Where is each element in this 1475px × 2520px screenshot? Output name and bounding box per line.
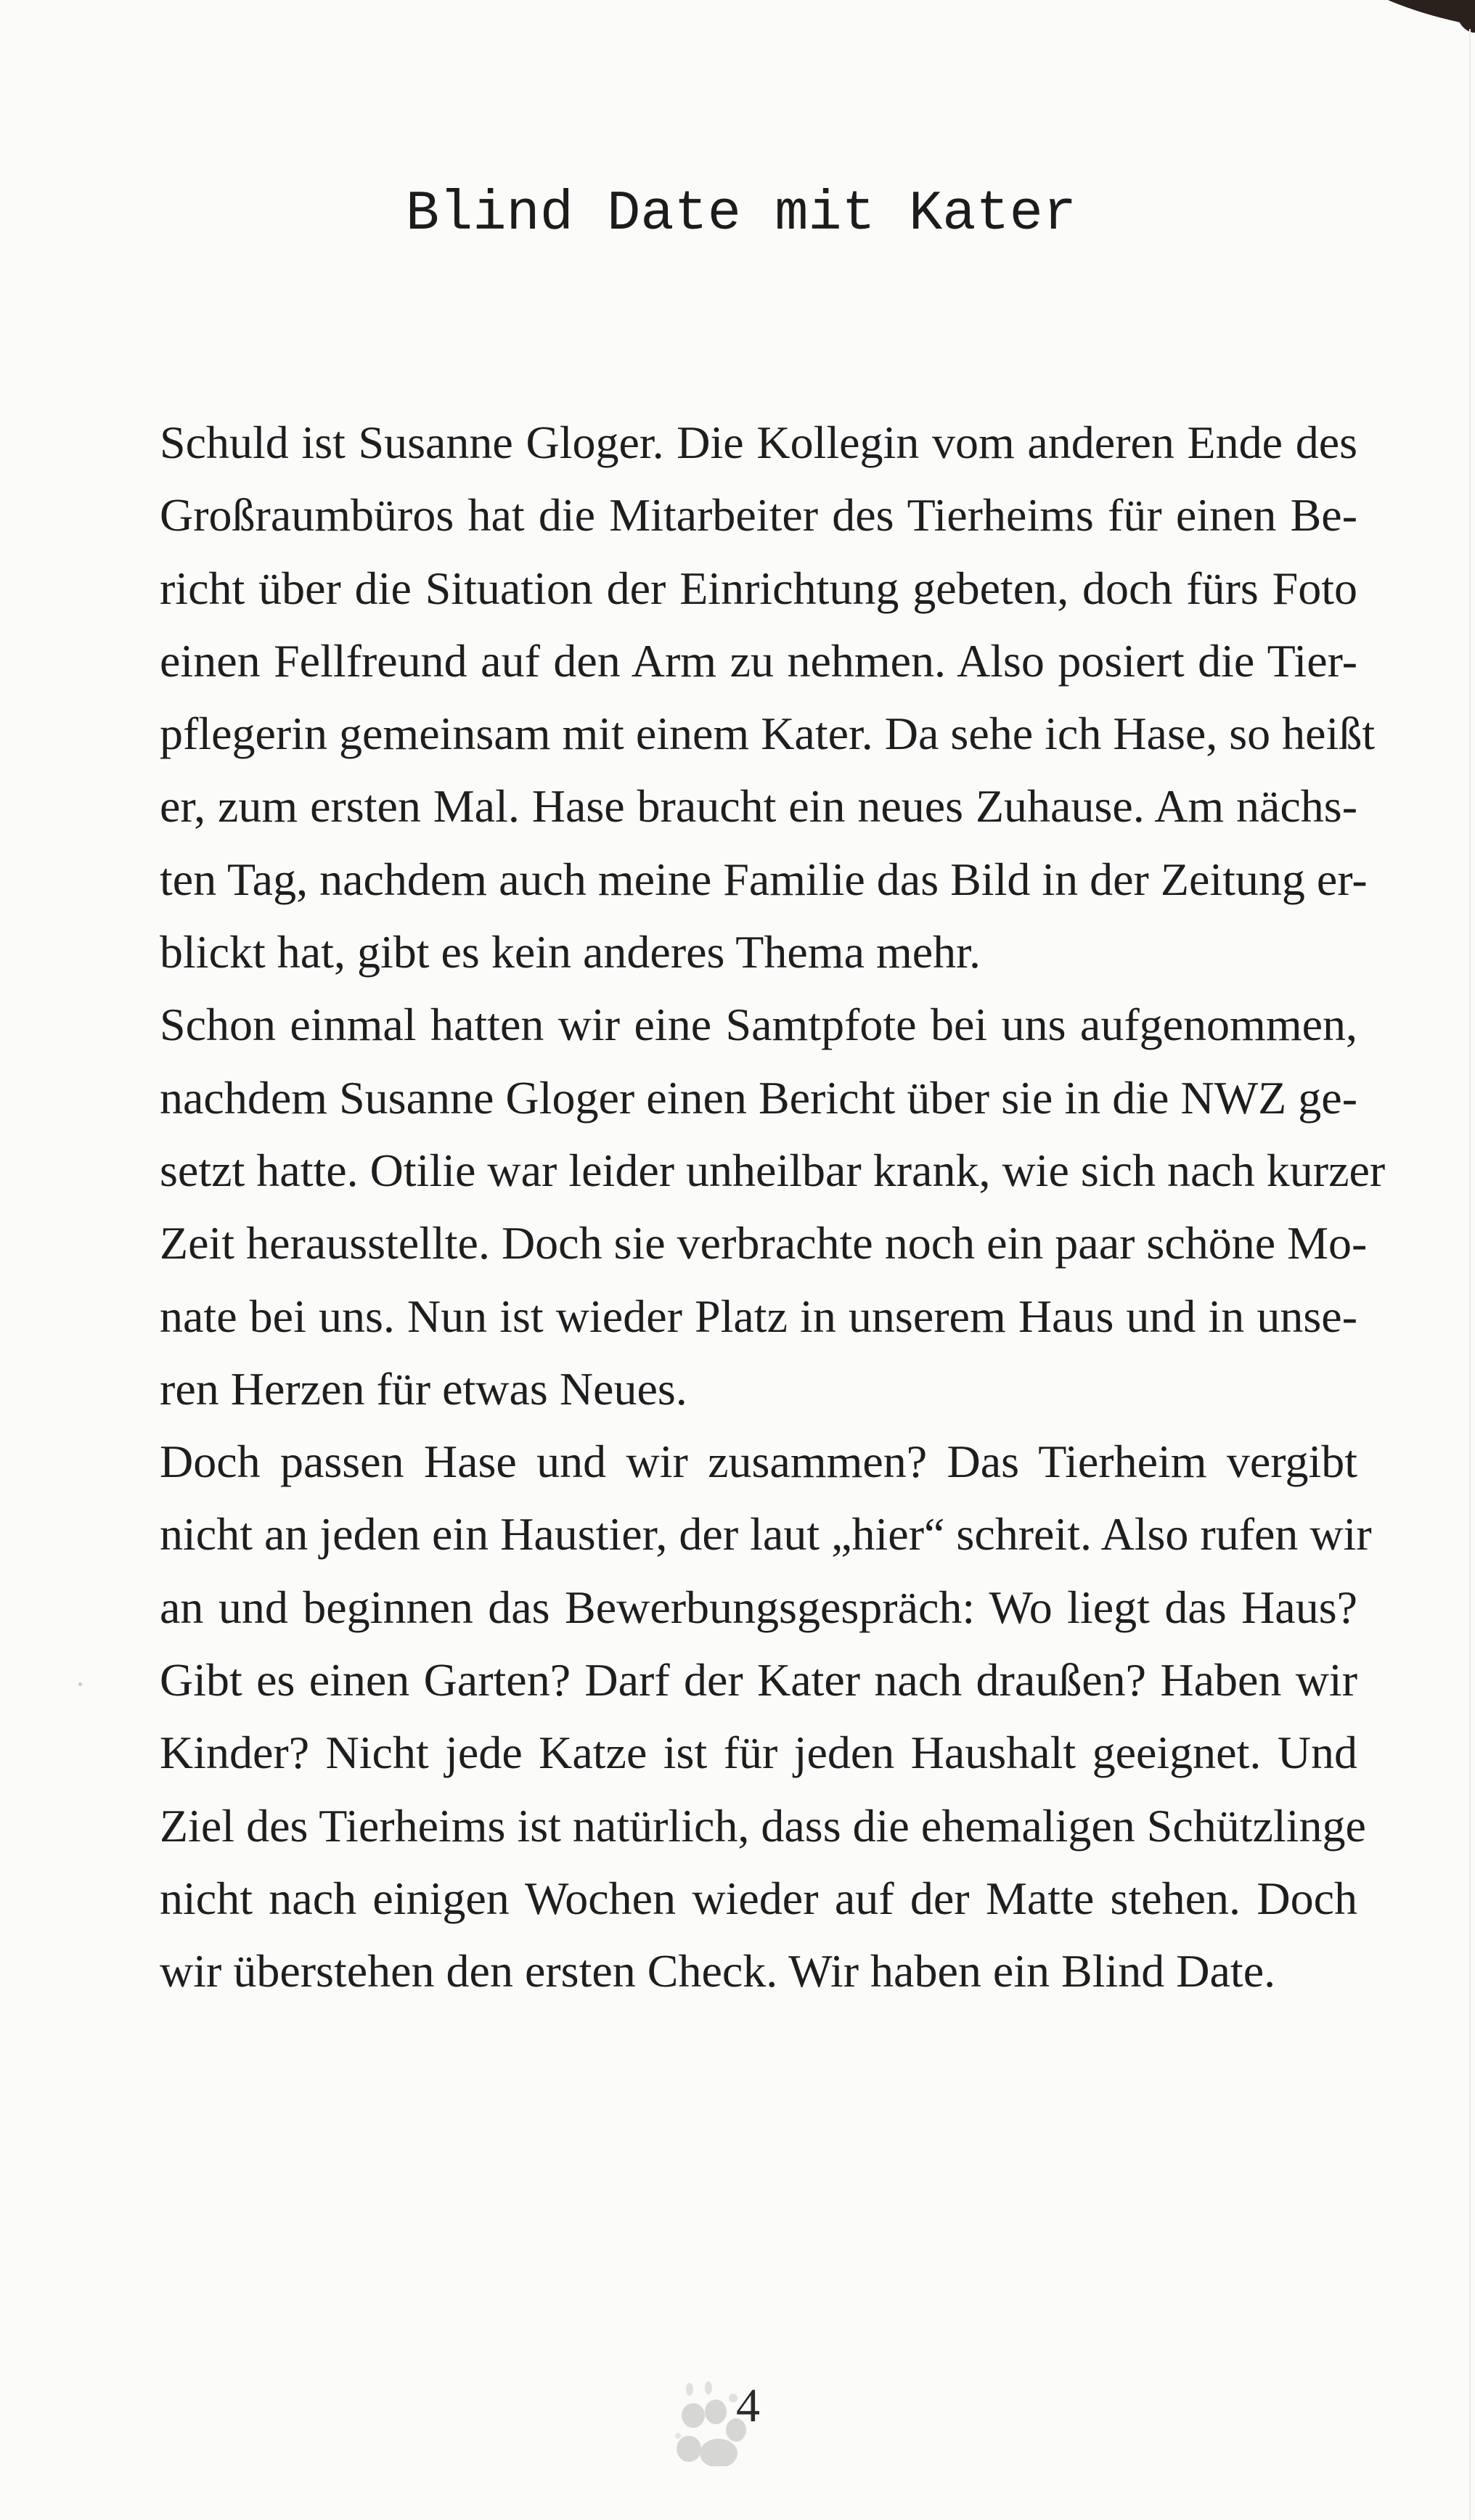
paper-speck [78, 1682, 82, 1686]
text-line: ten Tag, nachdem auch meine Familie das Bild in der Zeitung er- [160, 853, 1368, 905]
page-edge [1469, 29, 1471, 2520]
paragraph-1 [160, 406, 1376, 989]
text-line: einen Fellfreund auf den Arm zu nehmen. Also posiert die Tier- [160, 634, 1357, 687]
text-line: nicht an jeden ein Haustier, der laut „hier“ schreit. Also rufen wir [160, 1508, 1372, 1560]
text-line: Großraumbüros hat die Mitarbeiter des Tierheims für einen Be- [160, 489, 1357, 541]
page-footer [0, 2352, 1475, 2482]
text-line: er, zum ersten Mal. Hase braucht ein neues Zuhause. Am nächs- [160, 780, 1357, 832]
text-line: Doch passen Hase und wir zusammen? Das Tierheim vergibt [160, 1436, 1357, 1488]
page-corner-edge [1455, 0, 1475, 33]
text-line: nachdem Susanne Gloger einen Bericht über sie in die NWZ ge- [160, 1071, 1357, 1124]
text-line: an und beginnen das Bewerbungsgespräch: Wo liegt das Haus? [160, 1581, 1357, 1633]
text-line: nate bei uns. Nun ist wieder Platz in unserem Haus und in unse- [160, 1290, 1357, 1342]
text-line: blickt hat, gibt es kein anderes Thema mehr. [160, 926, 981, 978]
text-line: Zeit herausstellte. Doch sie verbrachte noch ein paar schöne Mo- [160, 1217, 1368, 1269]
text-line: Schuld ist Susanne Gloger. Die Kollegin vom anderen Ende des [160, 417, 1357, 468]
text-line: Schon einmal hatten wir eine Samtpfote bei uns aufgenommen, [160, 999, 1357, 1051]
text-line: Ziel des Tierheims ist natürlich, dass die ehemaligen Schützlinge [160, 1799, 1366, 1852]
text-line: Gibt es einen Garten? Darf der Kater nach draußen? Haben wir [160, 1654, 1357, 1706]
text-line: setzt hatte. Otilie war leider unheilbar krank, wie sich nach kurzer [160, 1144, 1386, 1196]
text-line: wir überstehen den ersten Check. Wir haben ein Blind Date. [160, 1945, 1276, 1997]
paragraph-3 [160, 1425, 1372, 2008]
paragraph-2 [160, 989, 1386, 1425]
page-corner-shadow [1307, 0, 1475, 28]
text-line: ren Herzen für etwas Neues. [160, 1362, 687, 1415]
text-line: richt über die Situation der Einrichtung gebeten, doch fürs Foto [160, 562, 1357, 614]
text-line: Kinder? Nicht jede Katze ist für jeden Haushalt geeignet. Und [160, 1727, 1357, 1779]
body-text [160, 406, 1386, 2008]
page-number: 4 [736, 2379, 760, 2432]
text-line: pflegerin gemeinsam mit einem Kater. Da sehe ich Hase, so heißt [160, 708, 1376, 760]
chapter-title: Blind Date mit Kater [405, 183, 1077, 246]
text-line: nicht nach einigen Wochen wieder auf der Matte stehen. Doch [160, 1872, 1357, 1924]
